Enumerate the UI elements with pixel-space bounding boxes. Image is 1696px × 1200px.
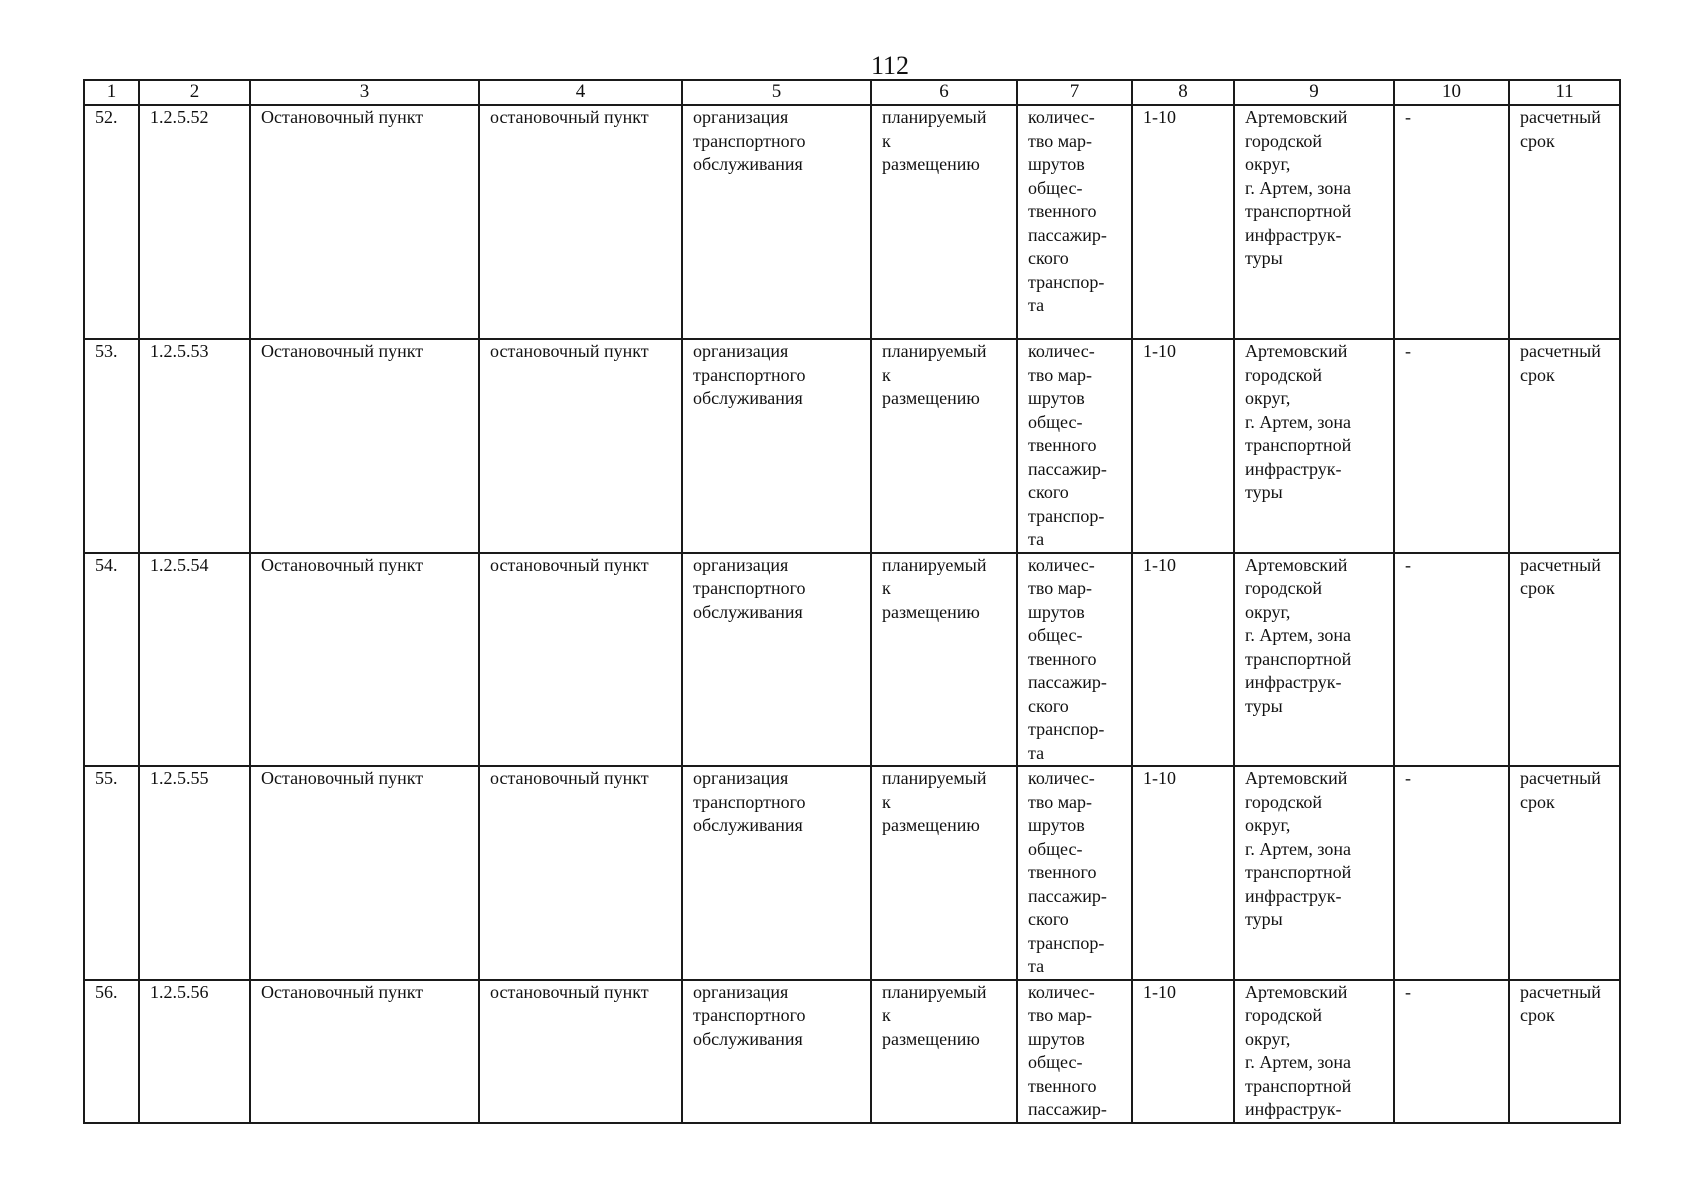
characteristic-cell: количес- тво мар- шрутов общес- твенного пассажир- ского транспор- та bbox=[1017, 339, 1132, 553]
object-type-cell: остановочный пункт bbox=[479, 339, 682, 553]
zones-cell: - bbox=[1394, 105, 1509, 339]
location-cell: Артемовский городской округ, г. Артем, зона транспортной инфраструк- туры bbox=[1234, 553, 1394, 767]
table-row bbox=[84, 339, 1620, 553]
table-row bbox=[84, 553, 1620, 767]
object-name-cell: Остановочный пункт bbox=[250, 980, 479, 1123]
object-name-cell: Остановочный пункт bbox=[250, 553, 479, 767]
term-cell: расчетный срок bbox=[1509, 980, 1620, 1123]
characteristic-cell: количес- тво мар- шрутов общес- твенного пассажир- bbox=[1017, 980, 1132, 1123]
column-header: 3 bbox=[250, 80, 479, 105]
column-header: 5 bbox=[682, 80, 871, 105]
location-cell: Артемовский городской округ, г. Артем, зона транспортной инфраструк- туры bbox=[1234, 105, 1394, 339]
value-cell: 1-10 bbox=[1132, 980, 1234, 1123]
purpose-cell: организация транспортного обслуживания bbox=[682, 105, 871, 339]
zones-cell: - bbox=[1394, 766, 1509, 980]
column-header: 4 bbox=[479, 80, 682, 105]
location-cell: Артемовский городской округ, г. Артем, зона транспортной инфраструк- bbox=[1234, 980, 1394, 1123]
row-number-cell: 53. bbox=[84, 339, 139, 553]
status-cell: планируемый к размещению bbox=[871, 766, 1017, 980]
location-cell: Артемовский городской округ, г. Артем, зона транспортной инфраструк- туры bbox=[1234, 339, 1394, 553]
row-number-cell: 55. bbox=[84, 766, 139, 980]
value-cell: 1-10 bbox=[1132, 339, 1234, 553]
purpose-cell: организация транспортного обслуживания bbox=[682, 980, 871, 1123]
object-type-cell: остановочный пункт bbox=[479, 105, 682, 339]
column-header: 8 bbox=[1132, 80, 1234, 105]
object-code-cell: 1.2.5.55 bbox=[139, 766, 250, 980]
purpose-cell: организация транспортного обслуживания bbox=[682, 339, 871, 553]
row-number-cell: 54. bbox=[84, 553, 139, 767]
zones-cell: - bbox=[1394, 553, 1509, 767]
object-code-cell: 1.2.5.56 bbox=[139, 980, 250, 1123]
column-header: 11 bbox=[1509, 80, 1620, 105]
location-cell: Артемовский городской округ, г. Артем, зона транспортной инфраструк- туры bbox=[1234, 766, 1394, 980]
characteristic-cell: количес- тво мар- шрутов общес- твенного пассажир- ского транспор- та bbox=[1017, 766, 1132, 980]
value-cell: 1-10 bbox=[1132, 105, 1234, 339]
page-number: 112 bbox=[870, 51, 910, 80]
object-type-cell: остановочный пункт bbox=[479, 980, 682, 1123]
term-cell: расчетный срок bbox=[1509, 766, 1620, 980]
object-code-cell: 1.2.5.54 bbox=[139, 553, 250, 767]
status-cell: планируемый к размещению bbox=[871, 553, 1017, 767]
object-type-cell: остановочный пункт bbox=[479, 766, 682, 980]
column-header: 10 bbox=[1394, 80, 1509, 105]
object-name-cell: Остановочный пункт bbox=[250, 339, 479, 553]
row-number-cell: 56. bbox=[84, 980, 139, 1123]
characteristic-cell: количес- тво мар- шрутов общес- твенного пассажир- ского транспор- та bbox=[1017, 105, 1132, 339]
term-cell: расчетный срок bbox=[1509, 339, 1620, 553]
table-row bbox=[84, 980, 1620, 1123]
table-row bbox=[84, 766, 1620, 980]
table-row bbox=[84, 105, 1620, 339]
column-header: 6 bbox=[871, 80, 1017, 105]
purpose-cell: организация транспортного обслуживания bbox=[682, 553, 871, 767]
value-cell: 1-10 bbox=[1132, 766, 1234, 980]
planning-table bbox=[83, 79, 1621, 1124]
term-cell: расчетный срок bbox=[1509, 553, 1620, 767]
object-code-cell: 1.2.5.53 bbox=[139, 339, 250, 553]
object-name-cell: Остановочный пункт bbox=[250, 766, 479, 980]
object-name-cell: Остановочный пункт bbox=[250, 105, 479, 339]
value-cell: 1-10 bbox=[1132, 553, 1234, 767]
column-header: 1 bbox=[84, 80, 139, 105]
term-cell: расчетный срок bbox=[1509, 105, 1620, 339]
characteristic-cell: количес- тво мар- шрутов общес- твенного пассажир- ского транспор- та bbox=[1017, 553, 1132, 767]
column-number-row bbox=[84, 80, 1620, 105]
zones-cell: - bbox=[1394, 339, 1509, 553]
purpose-cell: организация транспортного обслуживания bbox=[682, 766, 871, 980]
status-cell: планируемый к размещению bbox=[871, 105, 1017, 339]
column-header: 9 bbox=[1234, 80, 1394, 105]
row-number-cell: 52. bbox=[84, 105, 139, 339]
column-header: 2 bbox=[139, 80, 250, 105]
status-cell: планируемый к размещению bbox=[871, 339, 1017, 553]
status-cell: планируемый к размещению bbox=[871, 980, 1017, 1123]
object-type-cell: остановочный пункт bbox=[479, 553, 682, 767]
column-header: 7 bbox=[1017, 80, 1132, 105]
object-code-cell: 1.2.5.52 bbox=[139, 105, 250, 339]
zones-cell: - bbox=[1394, 980, 1509, 1123]
